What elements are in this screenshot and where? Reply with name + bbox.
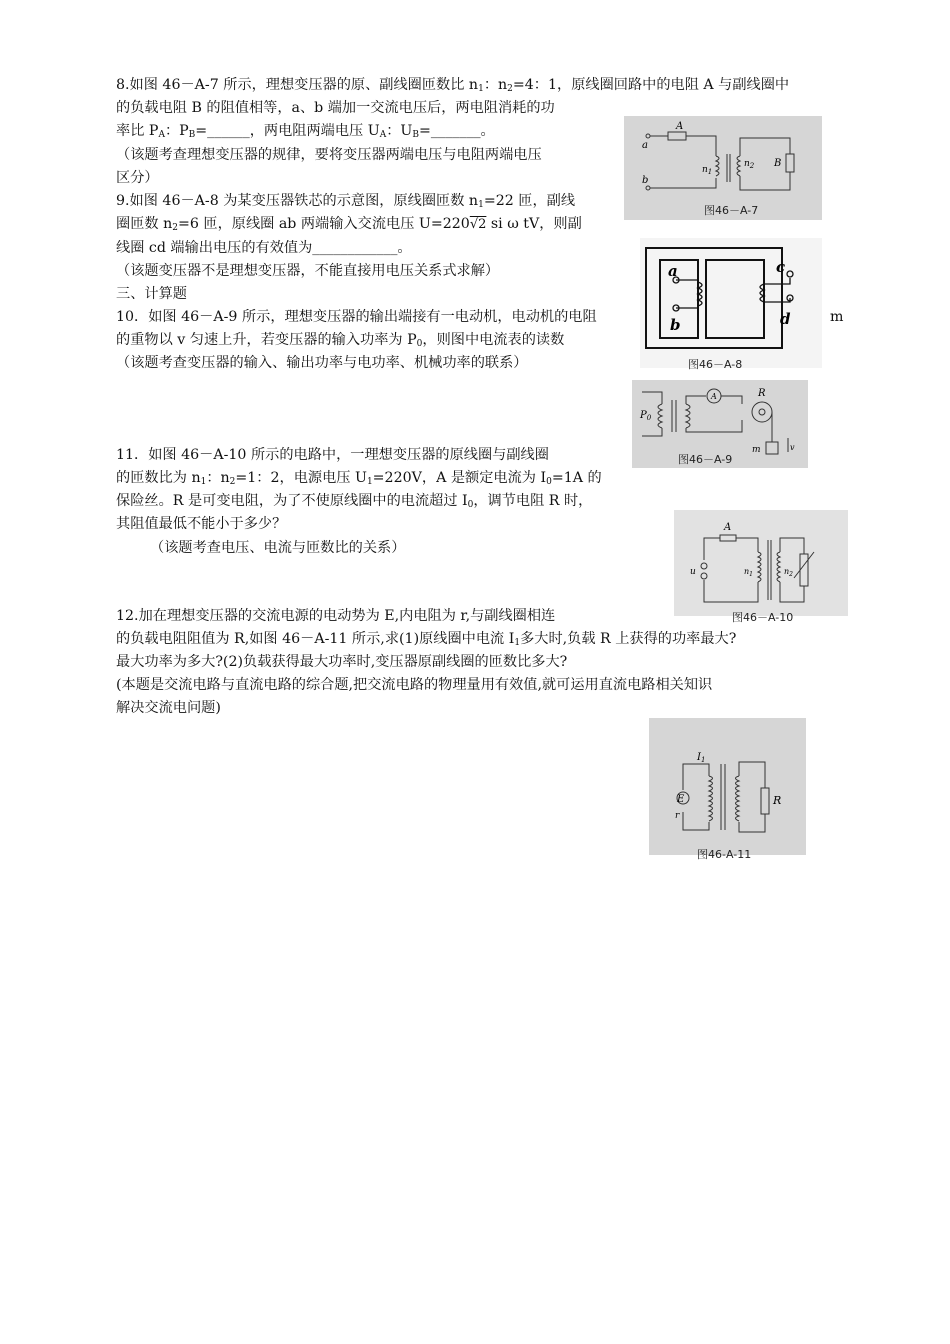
q8-line2: 的负载电阻 B 的阻值相等，a、b 端加一交流电压后，两电阻消耗的功	[116, 100, 555, 116]
q8-hint: （该题考查理想变压器的规律，要将变压器两端电压与电阻两端电压	[116, 147, 542, 163]
label-n1: $n_1$	[702, 165, 713, 176]
figure-46-a-8	[640, 238, 822, 371]
label-u: u	[690, 567, 696, 577]
label-n1: $n_1$	[744, 567, 753, 578]
q10-hint: （该题考查变压器的输入、输出功率与电功率、机械功率的联系）	[116, 355, 528, 371]
q11-line4: 其阻值最低不能小于多少？	[116, 516, 287, 532]
q11-line1: 11．如图 46－A-10 所示的电路中，一理想变压器的原线圈与副线圈	[116, 447, 549, 463]
q10-line1-tail: m	[830, 309, 844, 325]
figure-caption: 图46－A-9	[678, 453, 733, 466]
figure-46-a-9	[632, 380, 808, 468]
q9-line3: 线圈 cd 端输出电压的有效值为____________。	[116, 240, 412, 256]
q12-hint-2: 解决交流电问题)	[116, 700, 221, 716]
fuse-label: A	[724, 522, 732, 533]
section-heading: 三、计算题	[116, 286, 187, 302]
q12-line1: 12.加在理想变压器的交流电源的电动势为 E,内电阻为 r,与副线圈相连	[116, 608, 556, 624]
label-a-resistor: A	[676, 121, 684, 132]
figure-46-a-7	[624, 116, 822, 220]
q11-line3: 保险丝。R 是可变电阻，为了不使原线圈中的电流超过 $I_0$，调节电阻 R 时，	[116, 493, 593, 510]
transformer-core-diagram	[640, 238, 822, 368]
figure-caption: 图46－A-8	[688, 358, 743, 371]
label-terminal-a: a	[642, 140, 648, 151]
label-e: E	[677, 794, 685, 805]
figure-caption: 图46-A-11	[697, 848, 752, 861]
label-terminal-b: b	[642, 175, 649, 186]
q9-hint: （该题变压器不是理想变压器，不能直接用电压关系式求解）	[116, 263, 500, 279]
q9-line1: 9.如图 46－A-8 为某变压器铁芯的示意图，原线圈匝数 $n_1=22$ 匝，副线	[116, 193, 576, 210]
figure-caption: 图46－A-10	[732, 611, 794, 624]
fuse-circuit-diagram	[674, 510, 848, 616]
q8-hint-2: 区分）	[116, 170, 159, 186]
label-n2: $n_2$	[744, 159, 755, 170]
ammeter-label: A	[711, 392, 717, 401]
q8-line3: 率比 $P_A$：$P_B=\_\_\_\_\_\_$，两电阻两端电压 $U_A$：$U_B=\_\_\_\_\_\_\_$。	[116, 123, 495, 140]
label-r-internal: r	[675, 811, 680, 821]
emf-transformer-diagram	[649, 718, 806, 855]
q11-hint: （该题考查电压、电流与匝数比的关系）	[150, 540, 406, 556]
label-m: m	[752, 445, 761, 455]
label-d: d	[780, 310, 791, 328]
label-a: a	[668, 262, 678, 280]
q12-hint: (本题是交流电路与直流电路的综合题,把交流电路的物理量用有效值,就可运用直流电路相关知识	[116, 677, 713, 693]
label-b: b	[670, 316, 681, 334]
q9-line2: 圈匝数 $n_2=6$ 匝，原线圈 ab 两端输入交流电压 U=220√2 si ω tV，则副	[116, 216, 582, 233]
q12-line3: 最大功率为多大?(2)负载获得最大功率时,变压器原副线圈的匝数比多大?	[116, 654, 568, 670]
label-i1: $I_1$	[697, 752, 706, 764]
figure-46-a-10	[674, 510, 848, 624]
figure-caption: 图46－A-7	[704, 204, 759, 217]
q10-line1: 10．如图 46－A-9 所示，理想变压器的输出端接有一电动机，电动机的电阻	[116, 309, 597, 325]
label-r-load: R	[773, 794, 782, 807]
label-v: v	[790, 443, 795, 452]
figure-46-a-11	[649, 718, 806, 861]
q11-line2: 的匝数比为 $n_1$：$n_2=1$：2，电源电压 $U_1=220V$，A 是额定电流为 $I_0=1A$ 的	[116, 470, 602, 487]
label-c: c	[776, 258, 786, 276]
label-n2: $n_2$	[784, 567, 793, 578]
label-b-resistor: B	[774, 158, 782, 169]
q10-line2: 的重物以 v 匀速上升，若变压器的输入功率为 $P_0$，则图中电流表的读数	[116, 332, 565, 349]
label-r: R	[758, 388, 766, 399]
q8-line1: 8.如图 46－A-7 所示，理想变压器的原、副线圈匝数比 $n_1$：$n_2=4$：1，原线圈回路中的电阻 A 与副线圈中	[116, 77, 790, 94]
q12-line2: 的负载电阻阻值为 R,如图 46－A-11 所示,求(1)原线圈中电流 $I_1$多大时,负载 R 上获得的功率最大?	[116, 631, 737, 648]
label-p0: $P_0$	[640, 410, 652, 422]
